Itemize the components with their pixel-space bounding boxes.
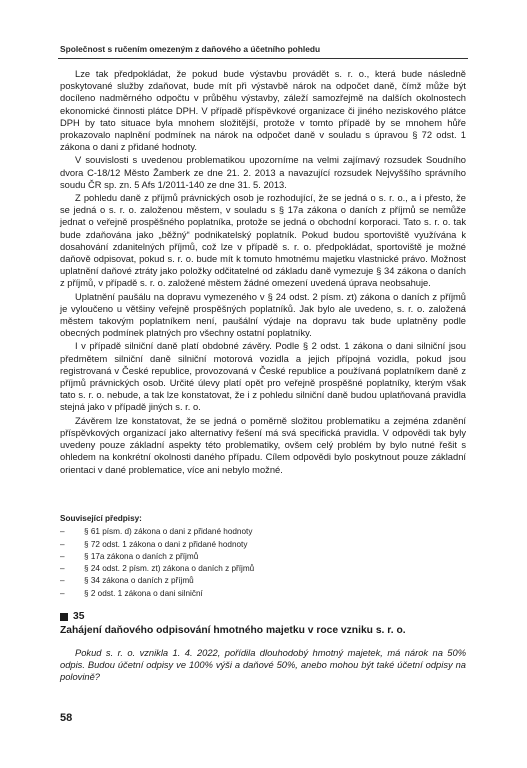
related-regulations-title: Související předpisy: — [60, 514, 142, 523]
list-item — [60, 551, 466, 563]
section-title: Zahájení daňového odpisování hmotného majetku v roce vzniku s. r. o. — [60, 625, 406, 636]
list-item — [60, 563, 466, 575]
header-rule — [58, 58, 468, 59]
running-head: Společnost s ručením omezeným z daňového a účetního pohledu — [60, 44, 321, 54]
paragraph: Uplatnění paušálu na dopravu vymezeného v § 24 odst. 2 písm. zt) zákona o daních z příjmů je vyloučeno u většiny veřejně prospěšných poplatníků. Jak bylo ale uvedeno, s. r. o. založená městem takovým poplatníkem není, paušální výdaje na dopravu tak bude uplatněny podle obecných podmínek platných pro všechny ostatní poplatníky. — [60, 291, 466, 339]
paragraph: Z pohledu daně z příjmů právnických osob je rozhodující, že se jedná o s. r. o., a i přesto, že se jedná o s. r. o. založenou městem, v souladu s § 17a zákona o daních z příjmů se nemůže jednat o veřejně prospěšného poplatníka, protože se jedná o obchodní korporaci. Tato s. r. o. tak bude zdaňována jako „běžný“ podnikatelský poplatník. Pokud budou sportoviště využívána k dosahování zdanitelných příjmů, což lze v případě s. r. o. předpokládat, sportoviště je možné daňově odpisovat, pokud s. r. o. bude mít k tomuto hmotnému majetku vlastnické právo. Možnost uplatnění daňové ztráty jako položky odčitatelné od základu daně vymezuje § 34 zákona o daních z příjmů, v případě s. r. o. založené městem žádné omezení uvedená úprava neobsahuje. — [60, 193, 466, 289]
section-question: Pokud s. r. o. vznikla 1. 4. 2022, pořídila dlouhodobý hmotný majetek, má nárok na 50% odpis. Budou účetní odpisy ve 100% výši a daňové 50%, anebo mohou být také účetní odpisy na polovině? — [60, 648, 466, 683]
paragraph: Lze tak předpokládat, že pokud bude výstavbu provádět s. r. o., která bude následně poskytované služby zdaňovat, bude mít při výstavbě nárok na odpočet daně, čímž může být docíleno nadměrného odpočtu v průběhu výstavby, záleží samozřejmě na dalších okolnostech ekonomické činnosti plátce DPH. V případě příspěvkové organizace či jiného neziskového plátce DPH by tato situace byla mnohem složitější, protože v tomto případě by se mnohem hůře prokazovalo naplnění podmínek na nárok na odpočet daně v souladu s úpravou § 72 odst. 1 zákona o dani z přidané hodnoty. — [60, 69, 466, 153]
list-item — [60, 588, 466, 600]
dash-bullet: – — [60, 564, 65, 574]
body-text — [60, 68, 466, 477]
related-regulations-list — [60, 526, 466, 600]
list-item-text: § 61 písm. d) zákona o dani z přidané hodnoty — [84, 527, 253, 537]
section-number-row — [60, 611, 466, 622]
list-item-text: § 72 odst. 1 zákona o dani z přidané hodnoty — [84, 539, 248, 549]
list-item — [60, 526, 466, 538]
paragraph: Závěrem lze konstatovat, že se jedná o poměrně složitou problematiku a zejména zdanění příspěvkových organizací jako alternativy řešení má svá specifická pravidla. V odpovědi tak byly uvedeny pouze základní aspekty této problematiky, ovšem celý problém by bylo nutné řešit s ohledem na konkrétní okolnosti daného případu. Cílem odpovědi bylo poskytnout pouze základní orientaci v dané problematice, více ani nebylo možné. — [60, 415, 466, 475]
list-item-text: § 2 odst. 1 zákona o dani silniční — [84, 588, 203, 598]
dash-bullet: – — [60, 539, 65, 549]
dash-bullet: – — [60, 527, 65, 537]
section-header — [60, 611, 466, 636]
square-bullet-icon — [60, 613, 68, 621]
list-item-text: § 17a zákona o daních z příjmů — [84, 551, 199, 561]
list-item — [60, 575, 466, 587]
section-number: 35 — [73, 611, 85, 622]
list-item-text: § 24 odst. 2 písm. zt) zákona o daních z příjmů — [84, 564, 255, 574]
dash-bullet: – — [60, 576, 65, 586]
list-item-text: § 34 zákona o daních z příjmů — [84, 576, 194, 586]
paragraph: I v případě silniční daně platí obdobné závěry. Podle § 2 odst. 1 zákona o dani silniční jsou předmětem silniční daně silniční motorová vozidla a jejich přípojná vozidla, pokud jsou registrovaná v České republice, provozovaná v České republice a používaná poplatníkem daně z příjmů právnických osob. Určité úlevy platí opět pro veřejně prospěšné poplatníky, kterým však tato s. r. o. nebude, a tak lze konstatovat, že i z pohledu silniční daně budou uplatňovaná pravidla stejná jako v případě jiných s. r. o. — [60, 341, 466, 413]
related-regulations — [60, 513, 466, 600]
paragraph: V souvislosti s uvedenou problematikou upozorníme na velmi zajímavý rozsudek Soudního dvora C-18/12 Město Žamberk ze dne 21. 2. 2013 a navazující rozsudek Nejvyššího správního soudu ČR sp. zn. 5 Afs 1/2011-140 ze dne 31. 5. 2013. — [60, 155, 466, 190]
list-item — [60, 539, 466, 551]
dash-bullet: – — [60, 588, 65, 598]
dash-bullet: – — [60, 551, 65, 561]
page-number: 58 — [60, 712, 73, 724]
